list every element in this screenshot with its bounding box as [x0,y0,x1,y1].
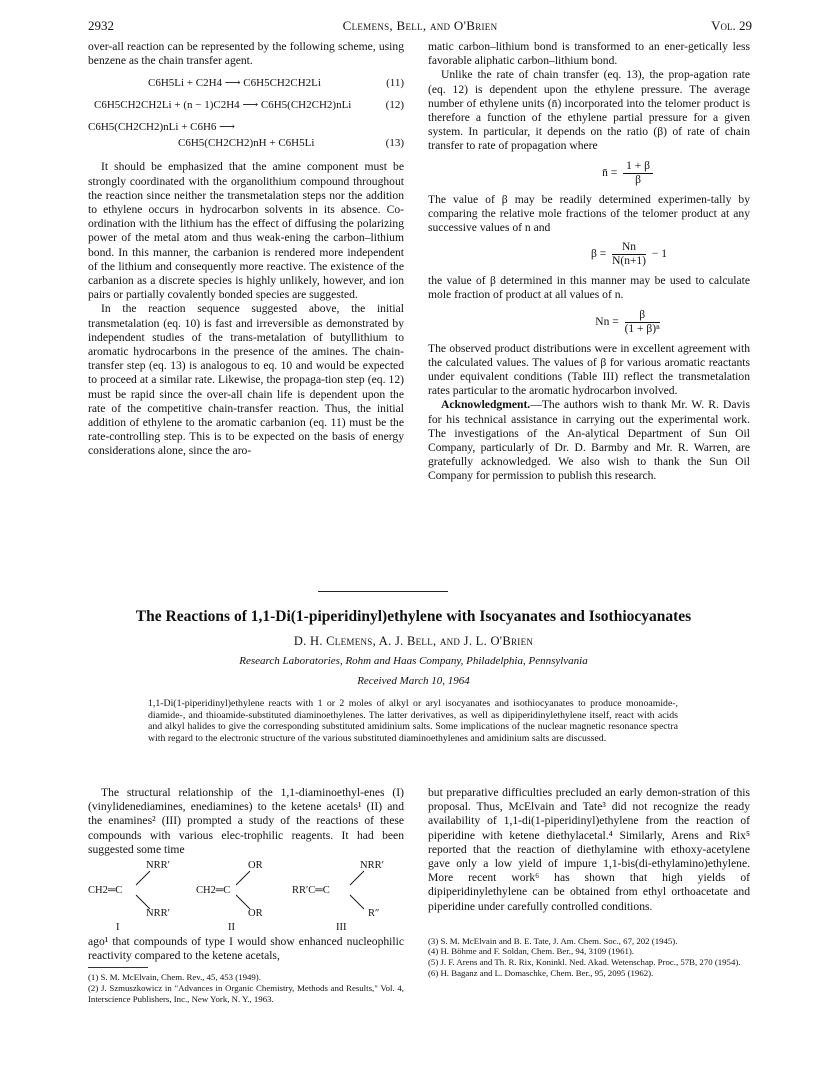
article-affiliation: Research Laboratories, Rohm and Haas Company, Philadelphia, Pennsylvania [239,655,588,667]
equation-text: C6H5CH2CH2Li + (n − 1)C2H4 ⟶ C6H5(CH2CH2)nLi [94,99,352,112]
footnote-4: (4) H. Böhme and F. Soldan, Chem. Ber., 94, 3109 (1961). [428,946,635,957]
paragraph: over-all reaction can be represented by the following scheme, using benzene as the chain transfer agent. [88,40,404,68]
equation-text: C6H5(CH2CH2)nLi + C6H6 ⟶ [88,121,235,134]
fraction-denominator: N(n+1) [612,255,647,268]
header-authors: Clemens, Bell, and O'Brien [342,18,498,33]
equation-number: (11) [386,77,404,90]
formula-beta [508,241,750,268]
paragraph: the value of β determined in this manner may be used to calculate mole fraction of product at all values of n. [428,274,750,302]
footnotes-right [428,936,750,978]
paragraph: The observed product distributions were in excellent agreement with the calculated values. The values of β for various aromatic reactants under equivalent conditions (Table III) reflect the transmetalation rates particular to the aromatic hydrocarbon involved. [428,341,750,398]
fraction [612,241,646,268]
formula-lhs: n̄ = [602,166,618,179]
fraction-numerator: 1 + β [623,160,653,174]
paragraph: It should be emphasized that the amine component must be strongly coordinated with the organolithium compound throughout the reaction since neither the transmetalation steps nor the addition to ethylene occurs in hydrocarbon solvents in its absence. Co-ordination with the lithium has the effect of diffusing the polarizing power of the metal atom and thus weak-ening the carbon–lithium bond. In this manner, the carbanion is rendered more independent of the lithium and consequently more reactive. The existence of the carbanion as a discrete species is highly unlikely, however, and ion pairs or partially covalently bonded species are suggested. [88,160,404,302]
equation-text: C6H5(CH2CH2)nH + C6H5Li [178,137,315,150]
structure-ii-core: CH2═C [196,885,231,897]
formula-rhs: − 1 [651,248,668,261]
structure-i-top: NRR′ [146,860,170,872]
structure-i-bottom: NRR′ [146,908,170,920]
structure-ii-top: OR [248,860,263,872]
equation-text: C6H5Li + C2H4 ⟶ C6H5CH2CH2Li [148,77,321,90]
fraction-numerator: Nn [612,241,646,255]
equation-11 [88,76,404,92]
paragraph: but preparative difficulties precluded an early demon-stration of this proposal. Thus, McElvain and Tate³ did not recognize the ready availability of 1,1-di(1-piperidinyl)ethylene from the reaction of piperidine with ketene diethylacetal.⁴ Similarly, Arens and Rix⁵ reported that the reaction of diethylamine with ethoxy-acetylene gave only a low yield of impure 1,1-bis(di-ethylamino)ethylene. More recent work⁶ has shown that high yields of dipiperidinylethylene can be obtained from ethyl orthoacetate and piperidine under carefully controlled conditions. [428,786,750,913]
article-authors: D. H. Clemens, A. J. Bell, and J. L. O'Brien [293,634,534,648]
footnote-2: (2) J. Szmuszkowicz in "Advances in Organic Chemistry, Methods and Results," Vol. 4, Interscience Publishers, Inc., New York, N. Y., 1963. [88,983,404,1004]
right-column-bottom [428,786,750,978]
page-number: 2932 [88,18,114,33]
fraction [625,309,660,336]
paragraph: In the reaction sequence suggested above, the initial transmetalation (eq. 10) is fast and irreversible as demonstrated by independent studies of the trans-metalation of butyllithium to aromatic hydrocarbons in the presence of the amines. The chain-transfer step (eq. 13) is analogous to eq. 10 and would be expected to proceed at a similar rate. Likewise, the propaga-tion step (eq. 12) must be rapid since the over-all chain life is dependent upon the rate of the competitive chain-transfer reaction. Thus, the initial addition of ethylene to the aromatic carbanion (eq. 11) must be the rate-controlling step. This is to be expected on the basis of energy considerations alone, since the aro- [88,302,404,458]
article-title: The Reactions of 1,1-Di(1-piperidinyl)ethylene with Isocyanates and Isothiocyanates [135,608,692,625]
formula-lhs: β = [590,248,607,261]
fraction-denominator: β [635,173,641,186]
structure-ii-bottom: OR [248,908,263,920]
abstract: 1,1-Di(1-piperidinyl)ethylene reacts with 1 or 2 moles of alkyl or aryl isocyanates and isothiocyanates to produce monoamide-, diamide-, and thioamide-substituted diaminoethylenes. The latter derivatives, as well as dipiperidinylethylene itself, react with acids and alkyl halides to give the corresponding substituted amidinium salts. Some implications of the nuclear magnetic resonance spectra with regard to the electronic structure of the various substituted diaminoethylenes and amidinium salts are discussed. [148,698,678,745]
acknowledgment-heading: Acknowledgment. [441,398,531,412]
formula-mole-fraction [508,309,750,336]
left-column-bottom [88,786,404,1004]
structure-i-label: I [116,922,120,934]
structure-iii-bottom: R″ [368,908,380,920]
paragraph: The value of β may be readily determined experimen-tally by comparing the relative mole fractions of the telomer product at any successive values of n and [428,192,750,235]
structure-iii-core: RR′C═C [292,885,330,897]
structures-figure [88,857,404,935]
footnote-3: (3) S. M. McElvain and B. E. Tate, J. Am. Chem. Soc., 67, 202 (1945). [428,935,678,946]
formula-lhs: Nn = [595,315,619,328]
right-column-top [428,40,750,484]
equation-number: (12) [385,99,404,112]
equation-number: (13) [385,137,404,150]
section-divider [318,591,448,592]
paragraph: ago¹ that compounds of type I would show enhanced nucleophilic reactivity compared to the ketene acetals, [88,935,404,963]
left-column-top [88,40,404,459]
header-volume: Vol. 29 [711,18,752,33]
footnote-divider [88,967,148,968]
structure-ii-label: II [228,922,235,934]
equation-13-line2 [88,136,404,152]
footnotes-left [88,972,404,1004]
equation-12 [88,98,404,114]
equation-13-line1 [88,120,404,136]
paragraph: The structural relationship of the 1,1-diaminoethyl-enes (I) (vinylidenediamines, enediamines) to the ketene acetals¹ (II) and the enamines² (III) prompted a study of the reactions of these compounds with various elec-trophilic reagents. It had been suggested some time [88,786,404,856]
footnote-1: (1) S. M. McElvain, Chem. Rev., 45, 453 (1949). [88,972,261,983]
fraction-denominator: (1 + β)ⁿ [624,322,660,335]
paragraph: matic carbon–lithium bond is transformed to an ener-getically less favorable aliphatic carbon–lithium bond. [428,40,750,68]
structure-bonds [88,857,404,935]
structure-iii-top: NRR′ [360,860,384,872]
acknowledgment-body: —The authors wish to thank Mr. W. R. Davis for his technical assistance in carrying out the experimental work. The investigations of the An-alytical Department of Sun Oil Company, particularly of Dr. D. Barmby and Mr. R. Warren, are gratefully acknowledged. We also wish to thank the Sun Oil Company for permission to publish this research. [428,398,750,483]
paragraph: Unlike the rate of chain transfer (eq. 13), the prop-agation rate (eq. 12) is dependent upon the ethylene pressure. The average number of ethylene units (n̄) incorporated into the telomer product is therefore a function of the ethylene partial pressure for a given system. In particular, it depends on the ratio (β) of rate of chain transfer to rate of propagation where [428,68,750,153]
footnote-6: (6) H. Baganz and L. Domaschke, Chem. Ber., 95, 2095 (1962). [428,967,654,978]
acknowledgment [428,398,750,483]
fraction [623,160,653,187]
structure-i-core: CH2═C [88,885,123,897]
structure-iii-label: III [336,922,347,934]
running-header [88,18,752,34]
footnote-5: (5) J. F. Arens and Th. R. Rix, Koninkl. Ned. Akad. Wetenschap. Proc., 57B, 270 (1954). [428,957,741,968]
fraction-numerator: β [625,309,660,323]
formula-n-bar [508,160,750,187]
received-date: Received March 10, 1964 [357,675,470,687]
